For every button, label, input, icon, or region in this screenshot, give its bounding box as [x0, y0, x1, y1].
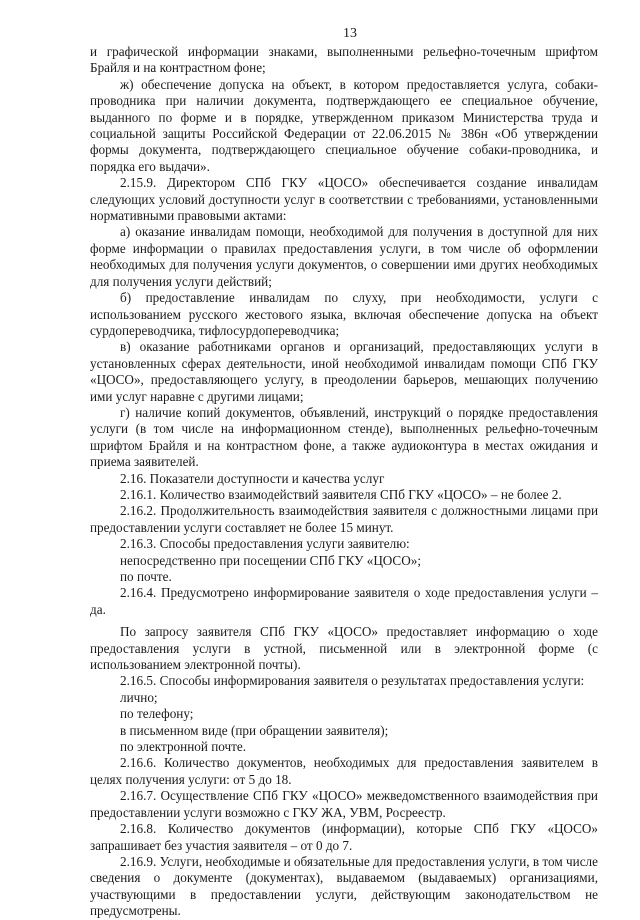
- paragraph-2-16-6: 2.16.6. Количество документов, необходимых для предоставления заявителем в целях получения услуги: от 5 до 18.: [90, 755, 598, 787]
- list-item-written: в письменном виде (при обращении заявителя);: [120, 722, 389, 738]
- list-item-phone: по телефону;: [120, 706, 194, 722]
- paragraph-request-info: По запросу заявителя СПб ГКУ «ЦОСО» предоставляет информацию о ходе предоставления услуги в устной, письменной или в электронной форме (с использованием электронной почты).: [90, 624, 598, 673]
- paragraph-2-16-4: 2.16.4. Предусмотрено информирование заявителя о ходе предоставления услуги – да.: [90, 585, 598, 617]
- paragraph-item-g: г) наличие копий документов, объявлений, инструкций о порядке предоставления услуги (в том числе на информационном стенде), выполненных рельефно-точечным шрифтом Брайля и на контрастном фоне, а также аудиоконтура в местах ожидания и приема заявителей.: [90, 404, 598, 470]
- paragraph-2-15-9: 2.15.9. Директором СПб ГКУ «ЦОСО» обеспечивается создание инвалидам следующих условий доступности услуг в соответствии с требованиями, установленными нормативными правовыми актами:: [90, 175, 598, 224]
- paragraph-2-16-7: 2.16.7. Осуществление СПб ГКУ «ЦОСО» межведомственного взаимодействия при предоставлении услуги возможно с ГКУ ЖА, УВМ, Росреестр.: [90, 788, 598, 820]
- list-item-in-person: непосредственно при посещении СПб ГКУ «ЦОСО»;: [120, 552, 422, 568]
- paragraph-guide-dog: ж) обеспечение допуска на объект, в котором предоставляется услуга, собаки-проводника при наличии документа, подтверждающего ее специальное обучение, выданного по форме и в порядке, утвержденном приказом Министерства труда и социальной защиты Российской Федерации от 22.06.2015 № 386н «Об утверждении формы документа, подтверждающего специальное обучение собаки-проводника, и порядка его выдачи».: [90, 76, 598, 174]
- page-number: 13: [343, 26, 357, 41]
- list-item-email: по электронной почте.: [120, 739, 247, 755]
- paragraph-item-b: б) предоставление инвалидам по слуху, при необходимости, услуги с использованием русского жестового языка, включая обеспечение допуска на объект сурдопереводчика, тифлосурдопереводчика;: [90, 290, 598, 338]
- paragraph-2-16-8: 2.16.8. Количество документов (информации), которые СПб ГКУ «ЦОСО» запрашивает без участия заявителя – от 0 до 7.: [90, 821, 598, 853]
- page-body: [90, 44, 598, 920]
- paragraph-2-16-9: 2.16.9. Услуги, необходимые и обязательные для предоставления услуги, в том числе сведения о документе (документах), выдаваемом (выдаваемых) организациями, участвующими в предоставлении услуги, действующим законодательством не предусмотрены.: [90, 853, 598, 919]
- section-heading-2-16: 2.16. Показатели доступности и качества услуг: [120, 470, 385, 486]
- paragraph-2-16-5: 2.16.5. Способы информирования заявителя о результатах предоставления услуги:: [120, 673, 585, 689]
- paragraph-item-a: а) оказание инвалидам помощи, необходимой для получения в доступной для них форме информации о правилах предоставления услуги, в том числе об оформлении необходимых для получения услуги документов, о совершении ими других необходимых для получения услуги действий;: [90, 224, 598, 289]
- paragraph-braille-info: и графической информации знаками, выполненными рельефно-точечным шрифтом Брайля и на контрастном фоне;: [90, 44, 598, 76]
- list-item-personally: лично;: [120, 689, 158, 705]
- paragraph-item-v: в) оказание работниками органов и организаций, предоставляющих услуги в установленных сферах деятельности, иной необходимой инвалидам помощи СПб ГКУ «ЦОСО», предоставляющего услугу, в преодолении барьеров, мешающих получению ими услуг наравне с другими лицами;: [90, 339, 598, 404]
- paragraph-2-16-2: 2.16.2. Продолжительность взаимодействия заявителя с должностными лицами при предоставлении услуги составляет не более 15 минут.: [90, 503, 598, 535]
- list-item-by-mail: по почте.: [120, 569, 172, 584]
- paragraph-2-16-3: 2.16.3. Способы предоставления услуги заявителю:: [120, 536, 410, 552]
- paragraph-2-16-1: 2.16.1. Количество взаимодействий заявителя СПб ГКУ «ЦОСО» – не более 2.: [120, 486, 562, 502]
